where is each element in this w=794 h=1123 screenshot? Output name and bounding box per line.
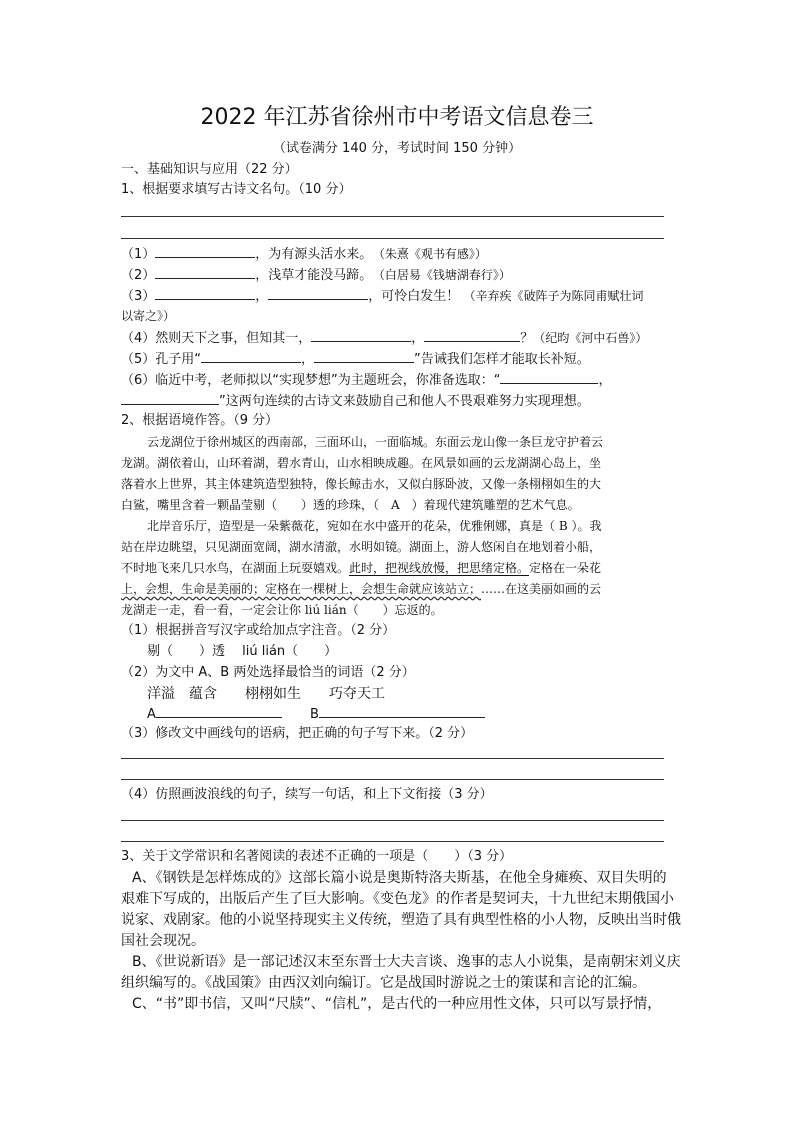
answer-line	[121, 841, 664, 842]
fill-blank[interactable]	[201, 348, 301, 363]
q1-item-3: （3） ， ，可怜白发生！ （辛弃疾《破阵子为陈同甫赋壮词	[121, 285, 643, 307]
page-subtitle: （试卷满分 140 分，考试时间 150 分钟）	[272, 141, 522, 156]
option-a-line: A、《钢铁是怎样炼成的》这部长篇小说是奥斯特洛夫斯基，在他全身瘫痪、双目失明的	[132, 870, 667, 886]
fill-blank[interactable]	[268, 285, 368, 300]
q2-sub1: （1）根据拼音写汉字或给加点字注音。（2 分）	[121, 623, 396, 638]
option-b-line: 组织编写的。《战国策》由西汉刘向编订。它是战国时游说之士的策谋和言论的汇编。	[121, 975, 646, 991]
word-choices: 洋溢 蕴含 栩栩如生 巧夺天工	[147, 686, 385, 702]
passage-p1-line: 白鲨，嘴里含着一颗晶莹剔（ ）透的珍珠，（ A ）着现代建筑雕塑的艺术气息。	[121, 498, 580, 512]
passage-p2-line: 龙湖走一走，看一看，一定会让你 liú lián（ ）忘返的。	[121, 603, 443, 617]
answer-a-blank[interactable]	[156, 703, 282, 718]
option-b-line: B、《世说新语》是一部记述汉末至东晋士大夫言谈、逸事的志人小说集，是南朝宋刘义庆	[132, 954, 681, 970]
fill-blank[interactable]	[424, 327, 520, 342]
answer-line	[121, 238, 664, 239]
q1-item-4: （4）然则天下之事，但知其一， ， ？（纪昀《河中石兽》）	[121, 327, 647, 349]
q2-sub1-answer: 剔（ ）透 liú lián（ ）	[147, 644, 338, 659]
answer-a: A	[147, 703, 282, 725]
answer-line	[121, 216, 664, 217]
option-a-line: 国社会现况。	[121, 933, 205, 949]
option-a-line: 说家、戏剧家。他的小说坚持现实主义传统，塑造了具有典型性格的小人物，反映出当时俄	[121, 912, 681, 928]
page-title: 2022 年江苏省徐州市中考语文信息卷三	[200, 105, 594, 130]
question-2-heading: 2、根据语境作答。（9 分）	[121, 413, 279, 428]
q1-item-2: （2） ，浅草才能没马蹄。 （白居易《钱塘湖春行》）	[121, 264, 511, 286]
option-a-line: 艰难下写成的，出版后产生了巨大影响。《变色龙》的作者是契诃夫，十九世纪末期俄国小	[121, 891, 674, 907]
q2-sub3: （3）修改文中画线句的语病，把正确的句子写下来。（2 分）	[121, 726, 474, 741]
passage-p1-line: 龙湖。湖依着山，山环着湖，碧水青山，山水相映成趣。在风景如画的云龙湖湖心岛上，坐	[121, 456, 602, 470]
q1-item-1: （1） ，为有源头活水来。 （朱熹《观书有感》）	[121, 243, 487, 265]
q1-item-3-source-cont: 以寄之》）	[121, 309, 176, 323]
passage-p2-line: 上，会想，生命是美丽的；定格在一棵树上，会想生命就应该站立；……在这美丽如画的云	[121, 582, 602, 596]
q1-item-5: （5）孔子用“ ， ”告诫我们怎样才能取长补短。	[121, 348, 590, 370]
underlined-sentence: 此时，把视线放慢，把思绪定格。	[349, 561, 530, 575]
passage-p2-line: 北岸音乐厅，造型是一朵紫薇花，宛如在水中盛开的花朵，优雅俐娜，真是（ B ）。我	[147, 519, 602, 533]
section-heading: 一、基础知识与应用（22 分）	[121, 162, 298, 177]
option-c-line: C、“书”即书信，又叫“尺牍”、“信札”，是古代的一种应用性文体，只可以写景抒情，	[132, 996, 662, 1012]
fill-blank[interactable]	[500, 369, 598, 384]
passage-p2-line: 不时地飞来几只水鸟，在湖面上玩耍嬉戏。此时，把视线放慢，把思绪定格。定格在一朵花	[121, 561, 602, 575]
question-1-heading: 1、根据要求填写古诗文名句。（10 分）	[121, 182, 352, 197]
fill-blank[interactable]	[311, 327, 411, 342]
wavy-sentence: 上，会想，生命是美丽的；定格在一棵树上，会想生命就应该站立；	[121, 582, 482, 596]
q1-item-6: （6）临近中考，老师拟以“实现梦想”为主题班会，你准备选取：“ ，	[121, 369, 612, 391]
passage-p2-line: 站在岸边眺望，只见湖面宽阔，湖水清澈，水明如镜。湖面上，游人悠闲自在地划着小船，	[121, 540, 602, 554]
q2-sub2: （2）为文中 A、B 两处选择最恰当的词语（2 分）	[121, 665, 415, 680]
passage-p1-line: 云龙湖位于徐州城区的西南部，三面环山，一面临城。东面云龙山像一条巨龙守护着云	[147, 435, 604, 449]
answer-line	[121, 758, 664, 759]
fill-blank[interactable]	[155, 243, 255, 258]
answer-b-blank[interactable]	[319, 703, 485, 718]
question-3-heading: 3、关于文学常识和名著阅读的表述不正确的一项是（ ）（3 分）	[121, 849, 513, 864]
q2-sub4: （4）仿照画波浪线的句子，续写一句话，和上下文衔接（3 分）	[121, 787, 493, 802]
fill-blank[interactable]	[155, 285, 255, 300]
fill-blank[interactable]	[314, 348, 414, 363]
answer-line	[121, 779, 664, 780]
q1-item-6-cont: ”这两句连续的古诗文来鼓励自己和他人不畏艰难努力实现理想。	[121, 390, 590, 412]
answer-b: B	[310, 703, 485, 725]
passage-p1-line: 落着水上世界，其主体建筑造型独特，像长鲸击水，又似白豚卧波，又像一条栩栩如生的大	[121, 477, 602, 491]
fill-blank[interactable]	[155, 264, 255, 279]
fill-blank[interactable]	[121, 390, 219, 405]
answer-line	[121, 820, 664, 821]
